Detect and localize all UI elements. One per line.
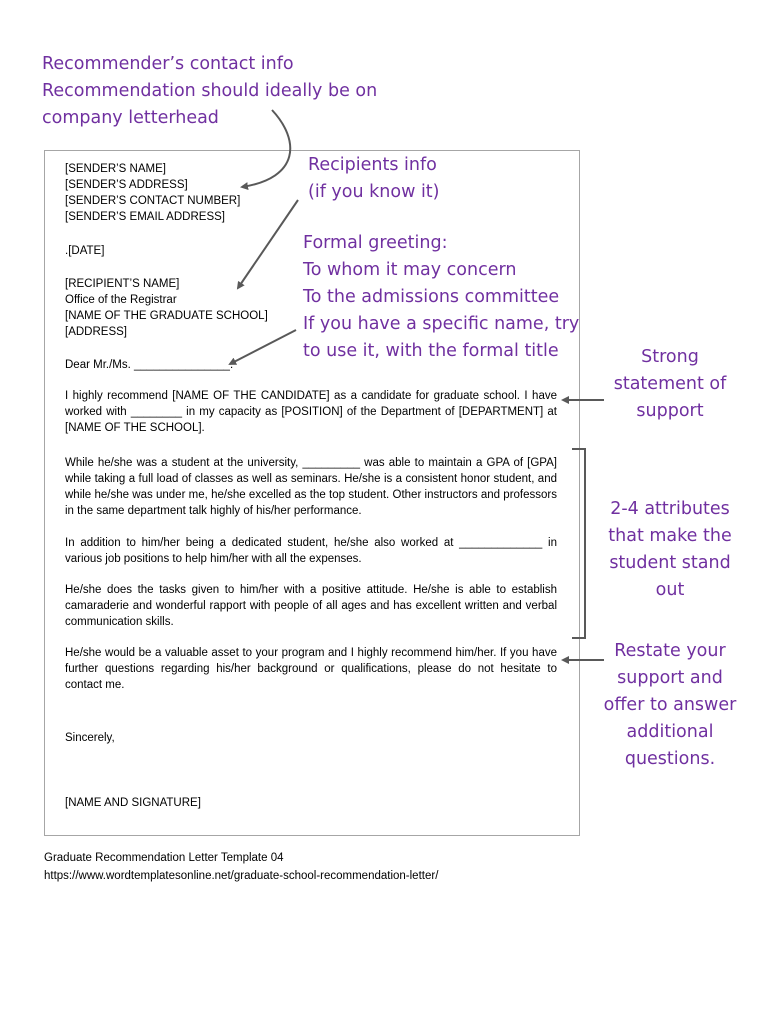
annotation-strong-statement: Strong statement of support [613,347,727,421]
sender-block: [SENDER’S NAME] [SENDER’S ADDRESS] [SENDER’S CONTACT NUMBER] [SENDER’S EMAIL ADDRESS] [65,163,241,223]
closing-sincerely: Sincerely, [65,732,115,744]
paragraph-gpa: While he/she was a student at the university, _________ was able to maintain a GPA of [GPA] while taking a full load of classes as well as seminars. He/she is a consistent honor student, and while he/she was under me, he/she excelled as the top student. Other instructors and professors in the same department talk highly of his/her performance. [65,457,557,517]
salutation: Dear Mr./Ms. _______________: [65,359,234,371]
arrow-to-salutation [230,330,296,364]
recipient-block: [RECIPIENT’S NAME] Office of the Registrar [NAME OF THE GRADUATE SCHOOL] [ADDRESS] [65,278,268,338]
paragraph-closing: He/she would be a valuable asset to your program and I highly recommend him/her. If you have further questions regarding his/her background or qualifications, please do not hesitate to contact me. [65,647,557,691]
annotation-contact-info: Recommender’s contact info Recommendation should ideally be on company letterhead [42,54,378,128]
annotation-restate-support: Restate your support and offer to answer additional questions. [603,641,737,769]
annotation-recipients-info: Recipients info (if you know it) [308,155,440,202]
date-line: .[DATE] [65,245,105,257]
caption-url[interactable]: https://www.wordtemplatesonline.net/graduate-school-recommendation-letter/ [44,870,439,882]
paragraph-statement: I highly recommend [NAME OF THE CANDIDATE] as a candidate for graduate school. I have worked with ________ in my capacity as [POSITION] of the Department of [DEPARTMENT] at [NAME OF THE SCHOOL]. [65,390,557,434]
arrow-to-recipient [238,200,298,288]
attributes-bracket [572,449,585,638]
paragraph-work: In addition to him/her being a dedicated student, he/she also worked at _____________ in various job positions to help him/her with all the expenses. [65,537,557,565]
signature-line: [NAME AND SIGNATURE] [65,797,201,809]
arrow-to-sender [242,110,290,187]
annotation-formal-greeting: Formal greeting: To whom it may concern To the admissions committee If you have a specific name, try to use it, with the formal title [303,233,580,361]
annotation-attributes: 2-4 attributes that make the student stand out [608,499,732,600]
caption-title: Graduate Recommendation Letter Template 04 [44,852,284,864]
paragraph-attitude: He/she does the tasks given to him/her with a positive attitude. He/she is able to establish camaraderie and wonderful rapport with people of all ages and has excellent written and verbal communication skills. [65,584,557,628]
caption [44,849,438,885]
